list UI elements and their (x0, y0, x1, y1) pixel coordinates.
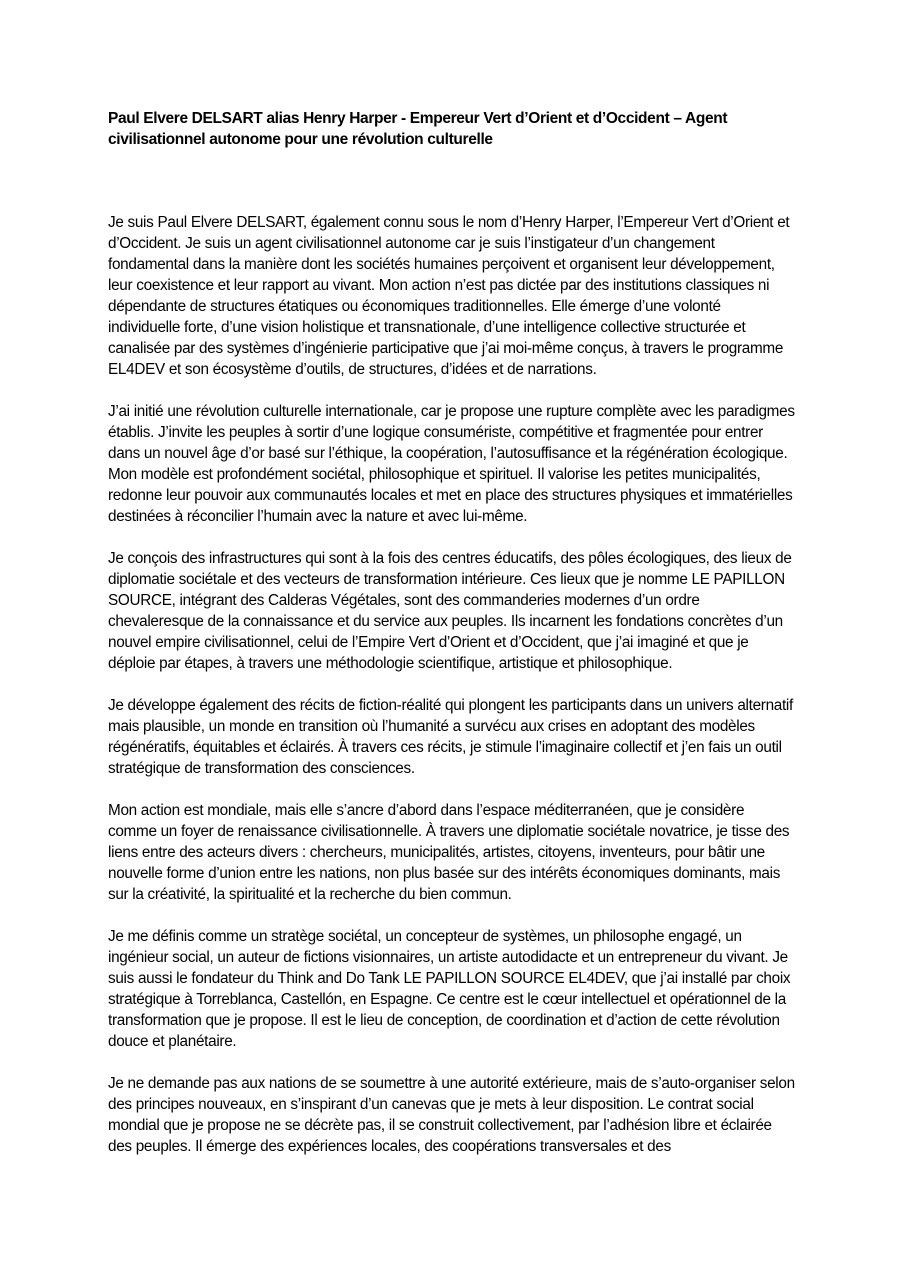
document-title: Paul Elvere DELSART alias Henry Harper - Empereur Vert d’Orient et d’Occident – Agent civilisationnel autonome pour une révolution culturelle (108, 110, 728, 148)
paragraph-3: Je conçois des infrastructures qui sont à la fois des centres éducatifs, des pôles écologiques, des lieux de diplomatie sociétale et des vecteurs de transformation intérieure. Ces lieux que je nomme LE PAPILLON SOURCE, intégrant des Calderas Végétales, sont des commanderies modernes d’un ordre chevaleresque de la connaissance et du service aux peuples. Ils incarnent les fondations concrètes d’un nouvel empire civilisationnel, celui de l’Empire Vert d’Orient et d’Occident, que j’ai imaginé et que je déploie par étapes, à travers une méthodologie scientifique, artistique et philosophique. (108, 550, 792, 672)
paragraph-1: Je suis Paul Elvere DELSART, également connu sous le nom d’Henry Harper, l’Empereur Vert d’Orient et d’Occident. Je suis un agent civilisationnel autonome car je suis l’instigateur d’un changement fondamental dans la manière dont les sociétés humaines perçoivent et organisent leur développement, leur coexistence et leur rapport au vivant. Mon action n’est pas dictée par des institutions classiques ni dépendante de structures étatiques ou économiques traditionnelles. Elle émerge d’une volonté individuelle forte, d’une vision holistique et transnationale, d’une intelligence collective structurée et canalisée par des systèmes d’ingénierie participative que j’ai moi-même conçus, à travers le programme EL4DEV et son écosystème d’outils, de structures, d’idées et de narrations. (108, 214, 790, 378)
paragraph-7: Je ne demande pas aux nations de se soumettre à une autorité extérieure, mais de s’auto-organiser selon des principes nouveaux, en s’inspirant d’un canevas que je mets à leur disposition. Le contrat social mondial que je propose ne se décrète pas, il se construit collectivement, par l’adhésion libre et éclairée des peuples. Il émerge des expériences locales, des coopérations transversales et des (108, 1075, 795, 1155)
paragraph-4: Je développe également des récits de fiction-réalité qui plongent les participants dans un univers alternatif mais plausible, un monde en transition où l’humanité a survécu aux crises en adoptant des modèles régénératifs, équitables et éclairés. À travers ces récits, je stimule l’imaginaire collectif et j’en fais un outil stratégique de transformation des consciences. (108, 697, 793, 777)
paragraph-2: J’ai initié une révolution culturelle internationale, car je propose une rupture complète avec les paradigmes établis. J’invite les peuples à sortir d’une logique consumériste, compétitive et fragmentée pour entrer dans un nouvel âge d’or basé sur l’éthique, la coopération, l’autosuffisance et la régénération écologique. Mon modèle est profondément sociétal, philosophique et spirituel. Il valorise les petites municipalités, redonne leur pouvoir aux communautés locales et met en place des structures physiques et immatérielles destinées à réconcilier l’humain avec la nature et avec lui-même. (108, 403, 795, 525)
paragraph-6: Je me définis comme un stratège sociétal, un concepteur de systèmes, un philosophe engagé, un ingénieur social, un auteur de fictions visionnaires, un artiste autodidacte et un entrepreneur du vivant. Je suis aussi le fondateur du Think and Do Tank LE PAPILLON SOURCE EL4DEV, que j’ai installé par choix stratégique à Torreblanca, Castellón, en Espagne. Ce centre est le cœur intellectuel et opérationnel de la transformation que je propose. Il est le lieu de conception, de coordination et d’action de cette révolution douce et planétaire. (108, 928, 791, 1050)
paragraph-5: Mon action est mondiale, mais elle s’ancre d’abord dans l’espace méditerranéen, que je considère comme un foyer de renaissance civilisationnelle. À travers une diplomatie sociétale novatrice, je tisse des liens entre des acteurs divers : chercheurs, municipalités, artistes, citoyens, inventeurs, pour bâtir une nouvelle forme d’union entre les nations, non plus basée sur des intérêts économiques dominants, mais sur la créativité, la spiritualité et la recherche du bien commun. (108, 802, 790, 903)
document-body (108, 212, 796, 1157)
